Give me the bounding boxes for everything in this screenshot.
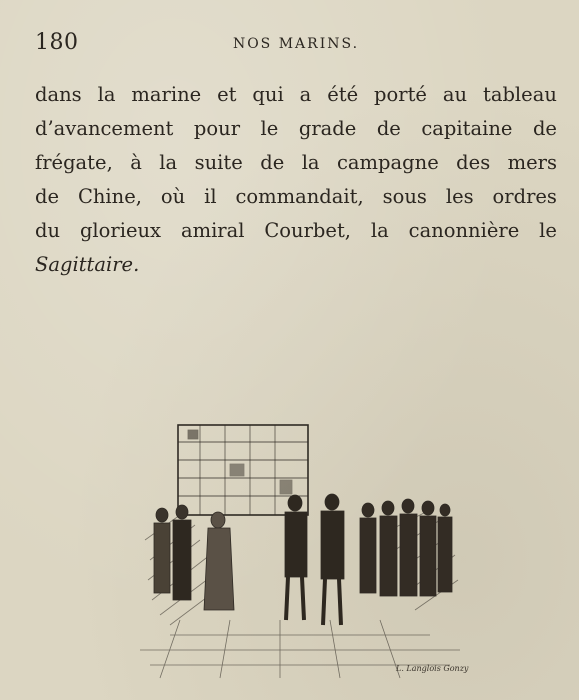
text-line [35, 180, 557, 214]
word: de [35, 185, 60, 208]
word: qui [252, 83, 284, 106]
running-title: NOS MARINS. [232, 36, 360, 52]
word: à [130, 151, 142, 174]
text-line [35, 112, 557, 146]
word: la [370, 219, 389, 242]
figures-right-group [360, 499, 452, 596]
word: du [35, 219, 61, 242]
word: a [299, 83, 312, 106]
word: campagne [337, 151, 439, 174]
word: glorieux [79, 219, 162, 242]
word: canonnière [408, 219, 520, 242]
body-paragraph [35, 78, 557, 282]
word: de [532, 117, 557, 140]
figures-left-group [154, 505, 234, 610]
word: la [97, 83, 116, 106]
word: commandait, [235, 185, 364, 208]
word: mers [507, 151, 557, 174]
word: où [160, 185, 186, 208]
text-line-last [35, 248, 557, 282]
word: il [204, 185, 217, 208]
word: au [442, 83, 468, 106]
ship-name: Sagittaire. [35, 253, 140, 276]
word: et [217, 83, 237, 106]
word: été [327, 83, 359, 106]
word: le [260, 117, 279, 140]
word: suite [194, 151, 243, 174]
word: les [445, 185, 474, 208]
word: grade [298, 117, 357, 140]
text-line [35, 78, 557, 112]
text-line [35, 146, 557, 180]
text-line [35, 214, 557, 248]
word: de [260, 151, 285, 174]
word: capitaine [421, 117, 513, 140]
engraving-illustration [140, 420, 460, 680]
word: des [456, 151, 491, 174]
page-number: 180 [35, 30, 79, 55]
page-header [35, 30, 557, 60]
word: le [539, 219, 557, 242]
figures-center-officers [285, 494, 344, 625]
word: Chine, [77, 185, 142, 208]
word: la [301, 151, 320, 174]
word: dans [35, 83, 82, 106]
word: Courbet, [264, 219, 351, 242]
word: pour [193, 117, 241, 140]
word: d’avancement [35, 117, 174, 140]
word: tableau [482, 83, 557, 106]
word: la [159, 151, 178, 174]
word: frégate, [35, 151, 113, 174]
word: ordres [492, 185, 557, 208]
word: porté [374, 83, 427, 106]
word: de [376, 117, 401, 140]
artist-signature: L. Langlois Gonzy [396, 664, 469, 673]
word: sous [382, 185, 427, 208]
word: marine [131, 83, 202, 106]
word: amiral [180, 219, 245, 242]
